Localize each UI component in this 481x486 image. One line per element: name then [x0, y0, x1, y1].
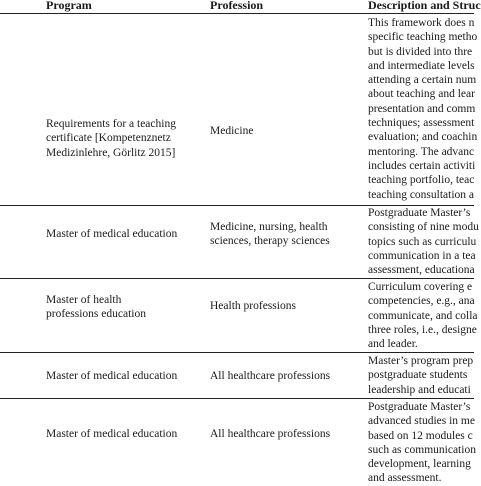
- row-3-profession: Health professions: [210, 300, 296, 312]
- row-2-description: Postgraduate Master’s consisting of nine modu topics such as curriculu communication in a tea assessment, educationa: [368, 207, 479, 277]
- row-3-program: Master of health professions education: [46, 294, 146, 321]
- row-1-description: This framework does n specific teaching metho but is divided into thre and intermediate levels attending a certain num about teaching and lear presentation and comm techniques; assessment evaluation; and coachin mentoring. The advanc includes certain activiti teaching portfolio, teac teaching consultation a: [368, 17, 478, 201]
- row-5-profession: All healthcare professions: [210, 428, 331, 440]
- row-divider: [0, 352, 474, 353]
- row-4-profession: All healthcare professions: [210, 370, 331, 382]
- row-divider: [0, 278, 474, 279]
- header-program: Program: [46, 0, 92, 12]
- row-divider: [0, 398, 474, 399]
- row-5-description: Postgraduate Master’s advanced studies in me based on 12 modules c such as communication development, learning and assessment.: [368, 401, 476, 485]
- row-2-profession: Medicine, nursing, health sciences, therapy sciences: [210, 221, 330, 248]
- row-2-program: Master of medical education: [46, 228, 178, 240]
- header-rule: [0, 13, 474, 14]
- row-1-program: Requirements for a teaching certificate [Kompetenznetz Medizinlehre, Görlitz 2015]: [46, 118, 176, 159]
- table-header: [0, 0, 481, 12]
- row-4-program: Master of medical education: [46, 370, 178, 382]
- header-profession: Profession: [210, 0, 264, 12]
- row-4-description: Master’s program prep postgraduate students leadership and educati: [368, 355, 474, 396]
- row-3-description: Curriculum covering e competencies, e.g., ana communicate, and colla three roles, i.e., designe and leader.: [368, 281, 478, 351]
- header-description: Description and Struc: [368, 0, 481, 12]
- row-5-program: Master of medical education: [46, 428, 178, 440]
- row-1-profession: Medicine: [210, 125, 254, 137]
